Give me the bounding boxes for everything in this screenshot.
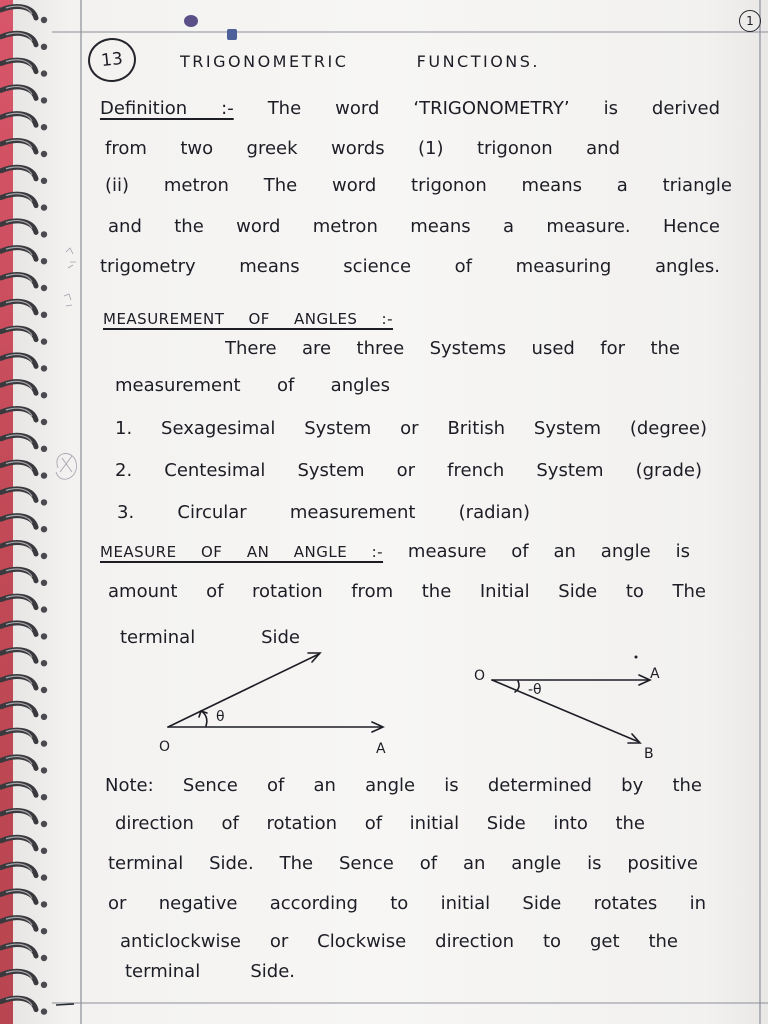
negative-angle-label: -θ	[528, 682, 542, 698]
positive-angle-label: θ	[216, 709, 225, 725]
spiral-ring	[1, 998, 36, 1009]
spiral-hole	[41, 714, 47, 720]
spiral-hole	[41, 553, 47, 559]
definition-label: Definition :-	[100, 98, 234, 119]
spiral-ring	[1, 301, 36, 312]
note-line: direction of rotation of initial Side into the	[115, 813, 645, 834]
spiral-ring	[1, 87, 36, 98]
spiral-hole	[41, 526, 47, 532]
spiral-ring	[1, 435, 36, 446]
spiral-ring	[1, 757, 36, 768]
rotation-arc-arrowhead	[199, 711, 207, 717]
spiral-ring-highlight	[6, 221, 32, 229]
spiral-ring-highlight	[6, 274, 32, 282]
spiral-hole	[41, 928, 47, 934]
spiral-hole	[41, 499, 47, 505]
spiral-ring	[1, 650, 36, 661]
measure-of-angle-line: amount of rotation from the Initial Side to The	[108, 581, 706, 602]
terminal-side	[492, 680, 639, 742]
spiral-ring	[1, 194, 36, 205]
note-line: or negative according to initial Side rotates in	[108, 893, 706, 914]
note-line	[105, 772, 702, 800]
spiral-ring	[1, 382, 36, 393]
spiral-hole	[41, 901, 47, 907]
spiral-ring	[1, 275, 36, 286]
definition-line: and the word metron means a measure. Hence	[108, 216, 720, 237]
notebook-cover-edge	[0, 0, 13, 1024]
ink-blot	[184, 15, 198, 27]
spiral-ring-highlight	[6, 891, 32, 899]
spiral-hole	[41, 580, 47, 586]
spiral-hole	[41, 151, 47, 157]
spiral-ring	[1, 543, 36, 554]
spiral-ring-highlight	[6, 676, 32, 684]
spiral-hole	[41, 338, 47, 344]
page-number: 1	[739, 10, 761, 32]
spiral-ring	[1, 7, 36, 18]
spiral-ring-highlight	[6, 355, 32, 363]
spiral-ring	[1, 918, 36, 929]
spiral-hole	[41, 285, 47, 291]
spiral-hole	[41, 633, 47, 639]
spiral-ring-highlight	[6, 140, 32, 148]
spiral-hole	[41, 392, 47, 398]
spiral-ring	[1, 864, 36, 875]
spiral-ring-highlight	[6, 837, 32, 845]
spiral-hole	[41, 955, 47, 961]
spiral-ring	[1, 837, 36, 848]
spiral-ring-highlight	[6, 757, 32, 765]
point-marker	[635, 656, 638, 659]
margin-scribbles	[56, 248, 77, 479]
spiral-hole	[41, 231, 47, 237]
spiral-ring-highlight	[6, 569, 32, 577]
initial-side-arrowhead	[639, 675, 650, 685]
spiral-ring	[1, 596, 36, 607]
spiral-ring-highlight	[6, 649, 32, 657]
spiral-ring	[1, 516, 36, 527]
spiral-hole	[41, 874, 47, 880]
spiral-ring-highlight	[6, 6, 32, 14]
spiral-ring-highlight	[6, 515, 32, 523]
spiral-hole	[41, 1008, 47, 1014]
chapter-number-badge: 13	[86, 36, 138, 85]
spiral-ring	[1, 677, 36, 688]
spiral-hole	[41, 178, 47, 184]
spiral-ring	[1, 409, 36, 420]
spiral-ring-highlight	[6, 703, 32, 711]
spiral-ring-highlight	[6, 944, 32, 952]
ink-blot	[227, 29, 237, 40]
spiral-ring	[1, 891, 36, 902]
spiral-ring-highlight	[6, 167, 32, 175]
terminal-side-arrowhead	[308, 653, 320, 662]
spiral-hole	[41, 17, 47, 23]
spiral-ring	[1, 971, 36, 982]
spiral-hole	[41, 97, 47, 103]
spiral-hole	[41, 606, 47, 612]
spiral-hole	[41, 365, 47, 371]
note-line: anticlockwise or Clockwise direction to get the	[120, 931, 678, 952]
spiral-ring-highlight	[6, 194, 32, 202]
spiral-ring-highlight	[6, 596, 32, 604]
negative-angle-figure	[492, 675, 650, 743]
spiral-ring-highlight	[6, 301, 32, 309]
spiral-hole	[41, 982, 47, 988]
spiral-ring-highlight	[6, 623, 32, 631]
measure-of-angle-text: measure of an angle is	[407, 541, 690, 562]
margin-dash	[56, 1004, 74, 1005]
terminal-side-arrowhead	[628, 734, 640, 743]
spiral-hole	[41, 446, 47, 452]
spiral-hole	[41, 258, 47, 264]
spiral-ring	[1, 355, 36, 366]
negative-origin-label: O	[474, 668, 486, 684]
spiral-hole	[41, 660, 47, 666]
spiral-ring	[1, 33, 36, 44]
spiral-hole	[41, 821, 47, 827]
spiral-hole	[41, 687, 47, 693]
measurement-system-item: 1. Sexagesimal System or British System (degree)	[115, 418, 707, 439]
spiral-ring-highlight	[6, 60, 32, 68]
rotation-arc	[515, 681, 519, 692]
spiral-ring-highlight	[6, 247, 32, 255]
spiral-ring-highlight	[6, 328, 32, 336]
spiral-ring	[1, 489, 36, 500]
spiral-ring-highlight	[6, 730, 32, 738]
spiral-ring-highlight	[6, 783, 32, 791]
rotation-arc	[201, 711, 207, 726]
spiral-ring-highlight	[6, 408, 32, 416]
definition-text: The word ‘TRIGONOMETRY’ is derived	[267, 98, 720, 119]
spiral-ring	[1, 569, 36, 580]
spiral-ring-highlight	[6, 917, 32, 925]
initial-side-arrowhead	[372, 722, 383, 732]
spiral-hole	[41, 848, 47, 854]
spiral-hole	[41, 312, 47, 318]
spiral-ring-highlight	[6, 971, 32, 979]
spiral-ring	[1, 328, 36, 339]
note-line: terminal Side. The Sence of an angle is positive	[108, 853, 698, 874]
spiral-hole	[41, 740, 47, 746]
spiral-ring	[1, 623, 36, 634]
spiral-ring	[1, 811, 36, 822]
spiral-ring-highlight	[6, 998, 32, 1006]
measurement-intro-line: There are three Systems used for the	[225, 338, 680, 359]
measurement-system-item: 2. Centesimal System or french System (grade)	[115, 460, 702, 481]
spiral-ring-highlight	[6, 542, 32, 550]
measure-of-angle-line: terminal Side	[120, 627, 300, 648]
spiral-ring	[1, 248, 36, 259]
definition-line: trigometry means science of measuring angles.	[100, 256, 720, 277]
spiral-ring-highlight	[6, 810, 32, 818]
spiral-ring	[1, 167, 36, 178]
definition-line: (ii) metron The word trigonon means a triangle	[105, 175, 732, 196]
spiral-hole	[41, 472, 47, 478]
spiral-ring	[1, 462, 36, 473]
page-title: TRIGONOMETRIC FUNCTIONS.	[180, 52, 540, 71]
spiral-binding	[1, 6, 47, 1015]
spiral-ring	[1, 114, 36, 125]
spiral-ring	[1, 221, 36, 232]
spiral-hole	[41, 70, 47, 76]
spiral-ring	[1, 730, 36, 741]
note-line: terminal Side.	[125, 961, 295, 982]
spiral-ring	[1, 703, 36, 714]
spiral-ring	[1, 784, 36, 795]
spiral-ring-highlight	[6, 381, 32, 389]
definition-line: from two greek words (1) trigonon and	[105, 138, 620, 159]
spiral-ring	[1, 60, 36, 71]
note-text: Sence of an angle is determined by the	[182, 775, 702, 796]
definition-line	[100, 95, 720, 123]
spiral-hole	[41, 44, 47, 50]
spiral-ring-highlight	[6, 489, 32, 497]
spiral-ring-highlight	[6, 87, 32, 95]
spiral-hole	[41, 767, 47, 773]
spiral-hole	[41, 204, 47, 210]
negative-terminal-end-label: B	[644, 746, 654, 762]
note-label: Note:	[105, 775, 154, 796]
spiral-ring	[1, 945, 36, 956]
spiral-ring-highlight	[6, 113, 32, 121]
positive-angle-figure	[168, 653, 383, 732]
terminal-side	[168, 654, 319, 727]
negative-initial-end-label: A	[650, 666, 660, 682]
spiral-ring	[1, 141, 36, 152]
measure-of-angle-heading: MEASURE OF AN ANGLE :-	[100, 543, 384, 561]
spiral-ring-highlight	[6, 864, 32, 872]
measurement-heading: MEASUREMENT OF ANGLES :-	[103, 310, 393, 328]
spiral-ring-highlight	[6, 435, 32, 443]
spiral-hole	[41, 794, 47, 800]
positive-initial-end-label: A	[376, 741, 386, 757]
measurement-system-item: 3. Circular measurement (radian)	[117, 502, 530, 523]
spiral-ring-highlight	[6, 462, 32, 470]
measure-of-angle-line	[100, 538, 690, 566]
spiral-hole	[41, 419, 47, 425]
spiral-ring-highlight	[6, 33, 32, 41]
spiral-hole	[41, 124, 47, 130]
positive-origin-label: O	[159, 739, 171, 755]
measurement-intro-line: measurement of angles	[115, 375, 390, 396]
